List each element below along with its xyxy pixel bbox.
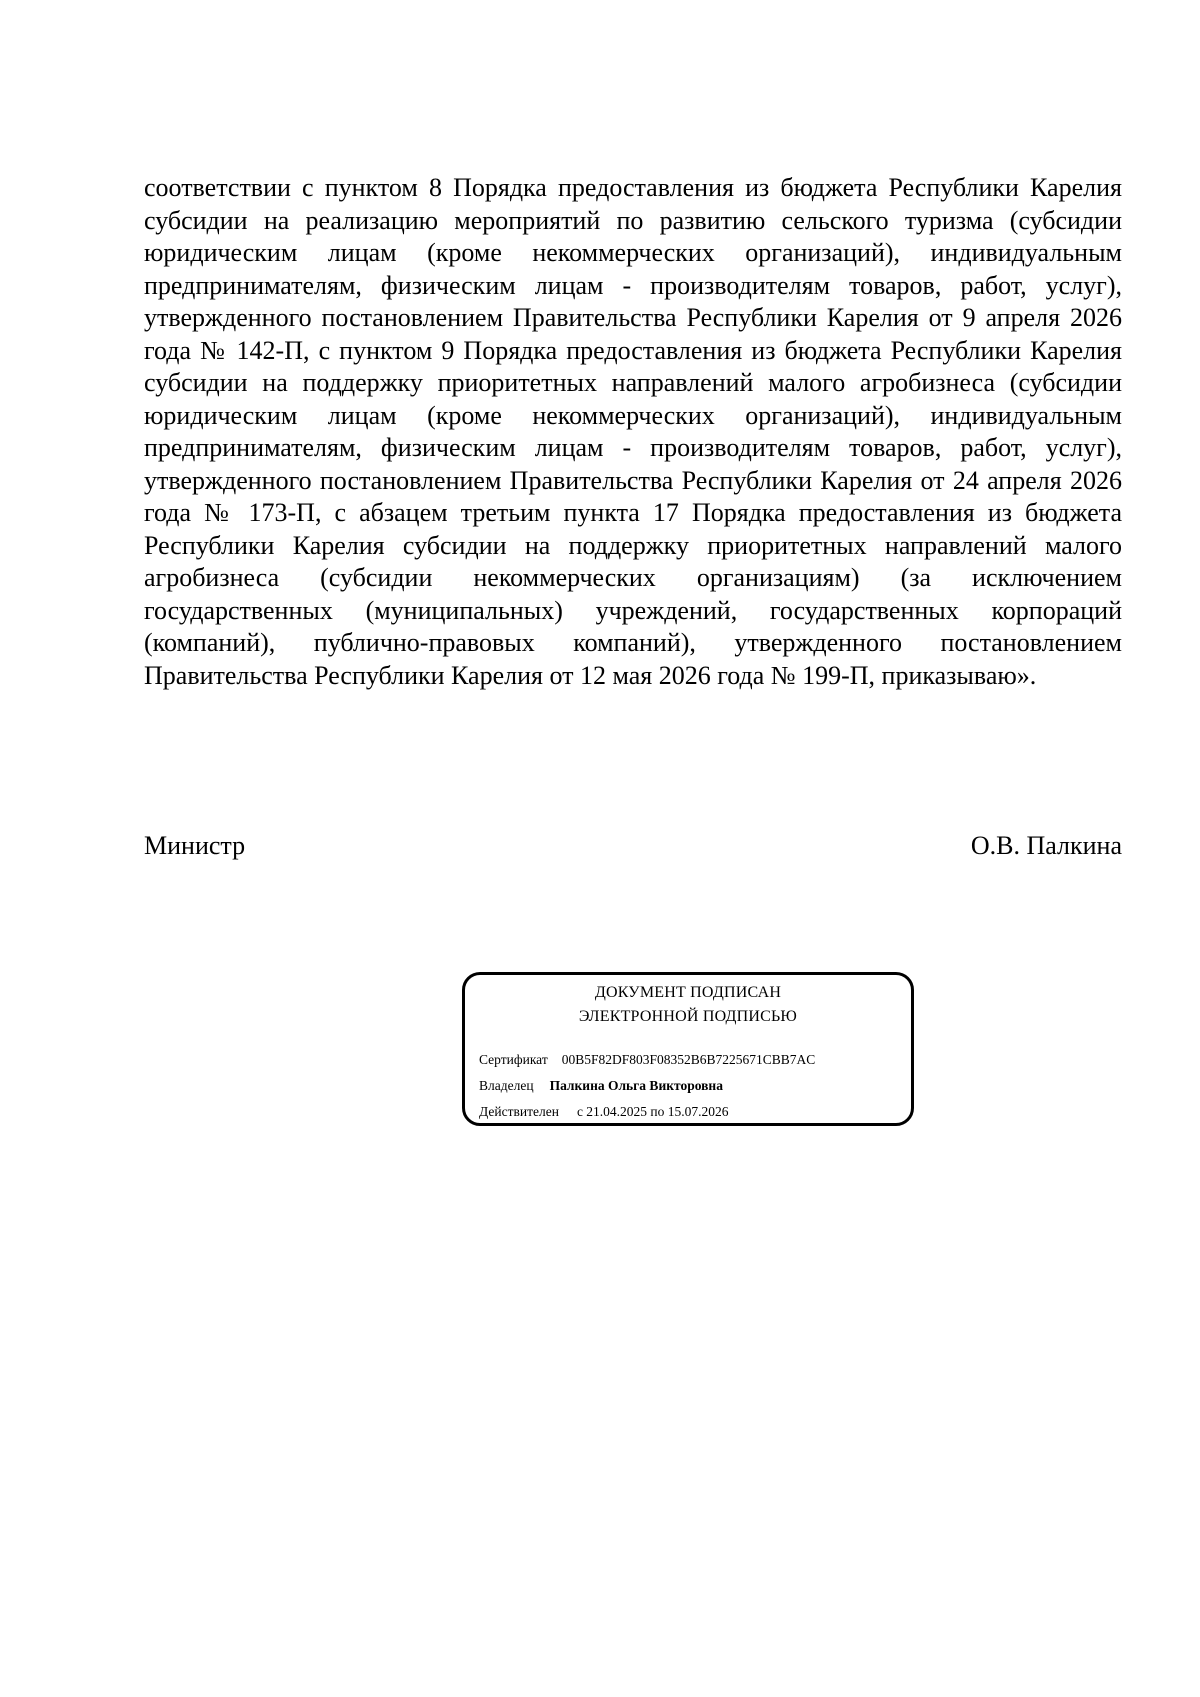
stamp-owner-label: Владелец (479, 1078, 534, 1093)
stamp-validity-label: Действителен (479, 1104, 559, 1119)
stamp-validity-value: с 21.04.2025 по 15.07.2026 (576, 1104, 729, 1119)
signatory-position: Министр (144, 831, 246, 860)
signature-block (144, 830, 1122, 866)
stamp-owner-row (479, 1077, 723, 1095)
stamp-owner-value: Палкина Ольга Викторовна (549, 1078, 723, 1093)
stamp-certificate-row (479, 1051, 815, 1069)
stamp-certificate-label: Сертификат (479, 1052, 548, 1067)
stamp-certificate-value: 00B5F82DF803F08352B6B7225671CBB7AC (561, 1052, 816, 1067)
stamp-title-line1: ДОКУМЕНТ ПОДПИСАН (594, 984, 782, 1001)
signatory-name: О.В. Палкина (970, 831, 1122, 860)
electronic-signature-stamp (462, 972, 914, 1126)
body-paragraph: соответствии с пунктом 8 Порядка предоставления из бюджета Республики Карелия субсидии на реализацию мероприятий по развитию сельского туризма (субсидии юридическим лицам (кроме некоммерческих организаций), индивидуальным предпринимателям, физическим лицам - производителям товаров, работ, услуг), утвержденного постановлением Правительства Республики Карелия от 9 апреля 2026 года № 142-П, с пунктом 9 Порядка предоставления из бюджета Республики Карелия субсидии на поддержку приоритетных направлений малого агробизнеса (субсидии юридическим лицам (кроме некоммерческих организаций), индивидуальным предпринимателям, физическим лицам - производителям товаров, работ, услуг), утвержденного постановлением Правительства Республики Карелия от 24 апреля 2026 года № 173-П, с абзацем третьим пункта 17 Порядка предоставления из бюджета Республики Карелия субсидии на поддержку приоритетных направлений малого агробизнеса (субсидии некоммерческих организациям) (за исключением государственных (муниципальных) учреждений, государственных корпораций (компаний), публично-правовых компаний), утвержденного постановлением Правительства Республики Карелия от 12 мая 2026 года № 199-П, приказываю». (144, 173, 1122, 690)
stamp-validity-row (479, 1103, 729, 1121)
stamp-title-line2: ЭЛЕКТРОННОЙ ПОДПИСЬЮ (578, 1008, 798, 1025)
